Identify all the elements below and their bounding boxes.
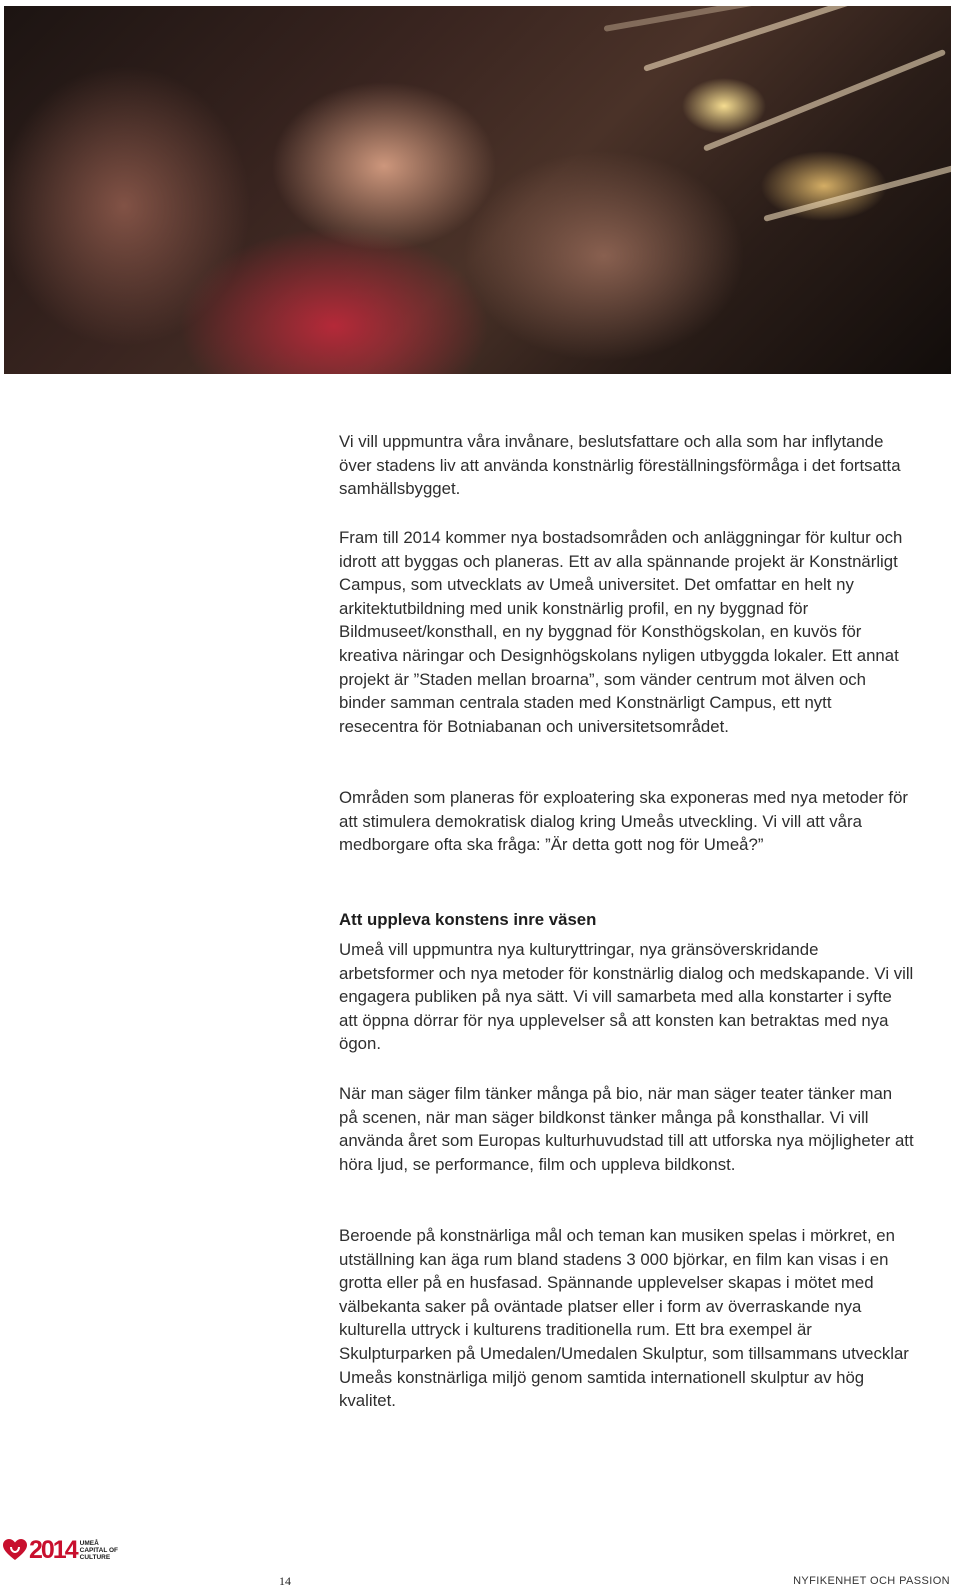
hero-photo [4, 6, 951, 374]
section-heading: Att uppleva konstens inre väsen [339, 910, 597, 929]
page-number: 14 [279, 1574, 291, 1588]
exploatering-paragraph: Områden som planeras för exploatering ska exponeras med nya metoder för att stimulera demokratisk dialog kring Umeås utveckling. Vi vill att våra medborgare ofta ska fråga: ”Är detta gott nog för Umeå?” [339, 788, 908, 855]
umea-2014-logo [2, 1536, 128, 1564]
section-paragraph-1: Umeå vill uppmuntra nya kulturyttringar, nya gränsöverskridande arbetsformer och nya metoder för konstnärlig dialog och medskapande. Vi vill engagera publiken på nya sätt. Vi vill samarbeta med alla konstarter i syfte att öppna dörrar för nya upplevelser så att konsten kan betraktas med nya ögon. [339, 940, 914, 1054]
section-name: NYFIKENHET OCH PASSION [793, 1575, 950, 1587]
logo-tagline: UMEÅ CAPITAL OF CULTURE [79, 1539, 119, 1561]
section-paragraph-2: När man säger film tänker många på bio, när man säger teater tänker man på scenen, när man säger bildkonst tänker många på konsthallar. Vi vill använda året som Europas kulturhuvudstad till att utforska nya möjligheter att höra ljud, se performance, film och uppleva bildkonst. [339, 1084, 914, 1174]
section-paragraph-3: Beroende på konstnärliga mål och teman kan musiken spelas i mörkret, en utställning kan äga rum bland stadens 3 000 björkar, en film kan visas i en grotta eller på en husfasad. Spännande upplevelser skapas i mötet med välbekanta saker på oväntade platser eller i form av överraskande nya kulturella uttryck i kulturens traditionella rum. Ett bra exempel är Skulpturparken på Umedalen/Umedalen Skulptur, som tillsammans utvecklar Umeås konstnärliga miljö genom samtida internationell skulptur av hög kvalitet. [339, 1226, 909, 1411]
campus-paragraph: Fram till 2014 kommer nya bostadsområden och anläggningar för kultur och idrott att byggas och planeras. Ett av alla spännande projekt är Konstnärligt Campus, som utvecklats av Umeå universitet. Det omfattar en helt ny arkitektutbildning med unik konstnärlig profil, en ny byggnad för Bildmuseet/konsthall, en ny byggnad för Konsthögskolan, en kuvös för kreativa näringar och Designhögskolans nyligen utbyggda lokaler. Ett annat projekt är ”Staden mellan broarna”, som vänder centrum mot älven och binder samman centrala staden med Konstnärligt Campus, ett nytt resecentra för Botniabanan och universitetsområdet. [339, 528, 903, 736]
intro-paragraph: Vi vill uppmuntra våra invånare, beslutsfattare och alla som har inflytande över stadens liv att använda konstnärlig föreställningsförmåga i det fortsatta samhällsbygget. [339, 432, 901, 499]
heart-icon [2, 1538, 28, 1562]
logo-year: 2014 [29, 1536, 77, 1564]
